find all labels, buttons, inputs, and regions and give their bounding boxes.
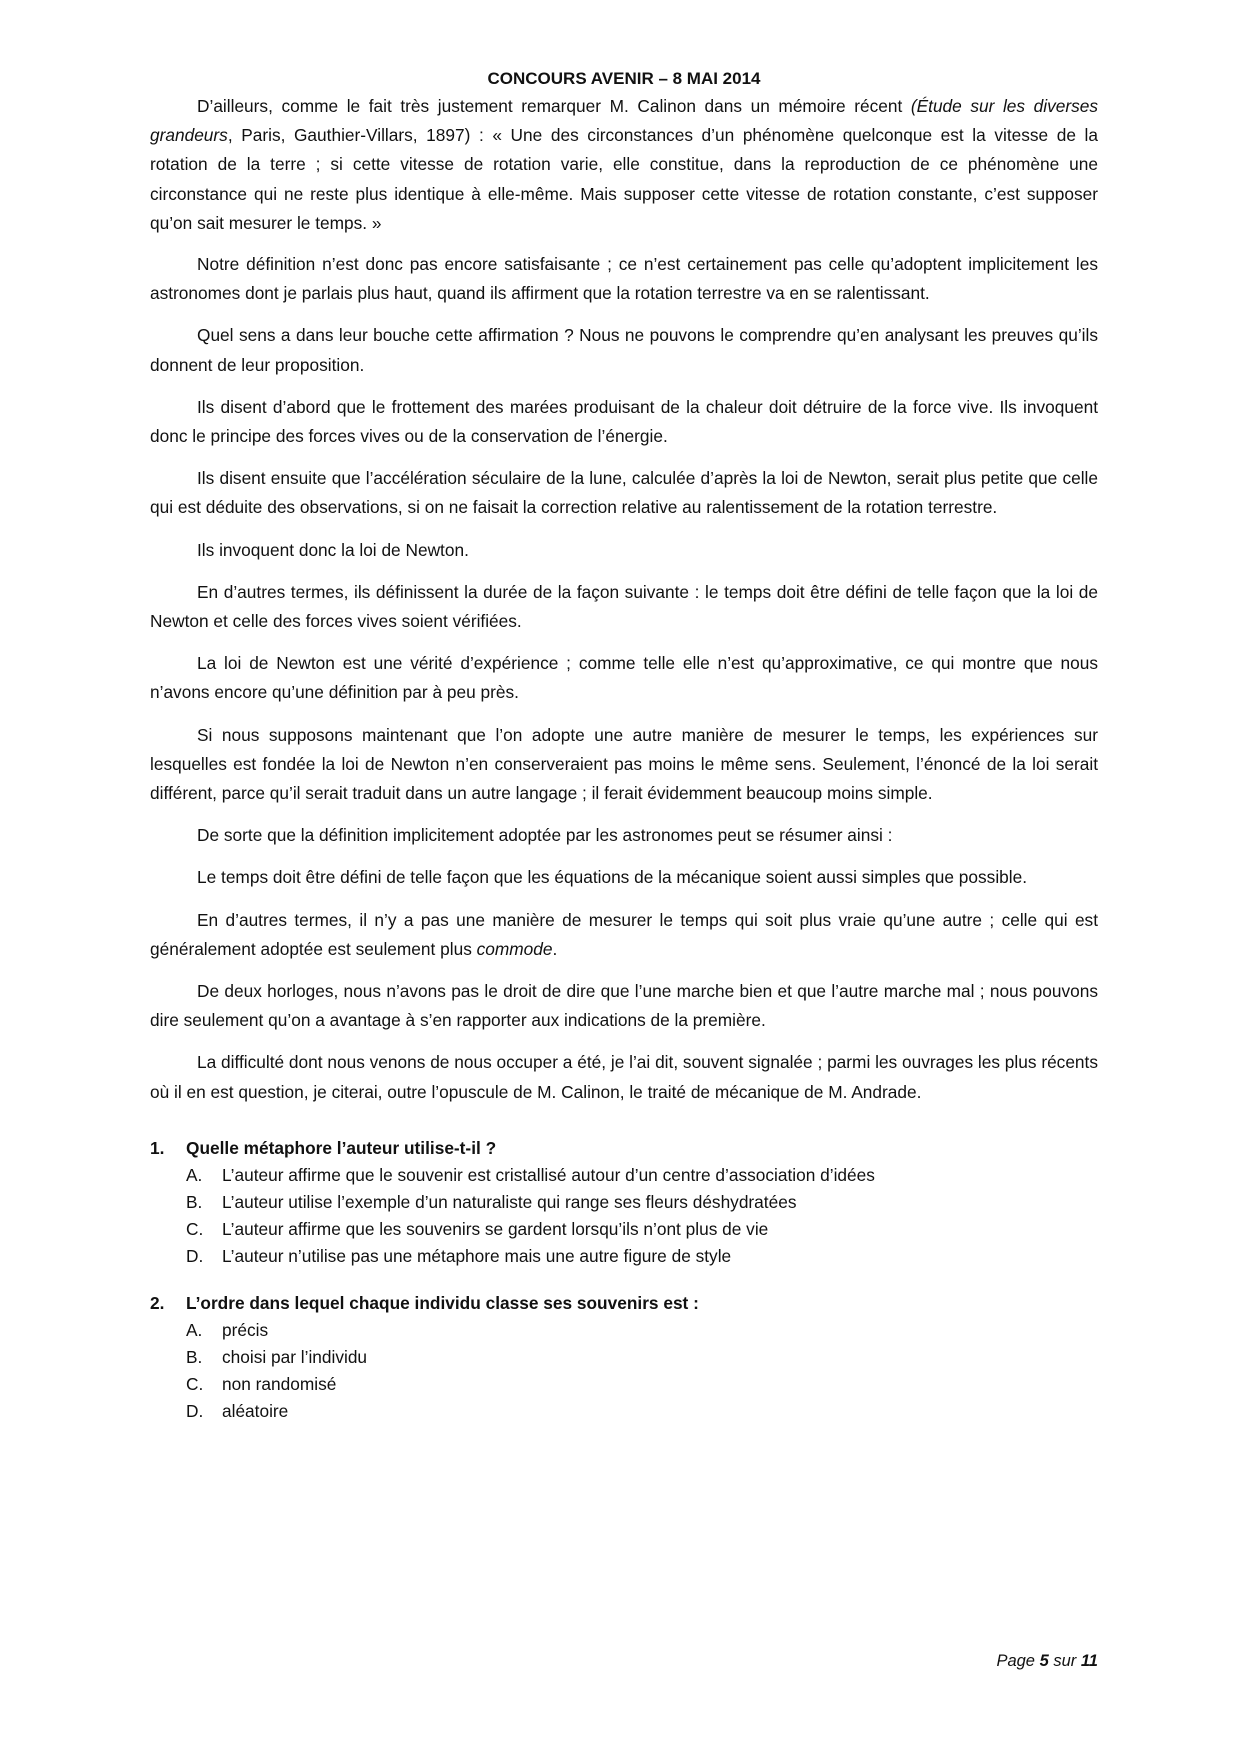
paragraph-1-text-a: D’ailleurs, comme le fait très justement remarquer M. Calinon dans un mémoire récent bbox=[197, 96, 911, 116]
page-footer bbox=[996, 1652, 1098, 1671]
paragraph-1-citation: (Étude sur les diverses grandeurs bbox=[150, 96, 1098, 146]
paragraph-9: Si nous supposons maintenant que l’on adopte une autre manière de mesurer le temps, les expériences sur lesquelles est fondée la loi de Newton n’en conserveraient pas moins le même sens. Seulement, l’énoncé de la loi serait différent, parce qu’il serait traduit dans un autre langage ; il ferait évidemment beaucoup moins simple. bbox=[150, 724, 1098, 804]
option-letter: B. bbox=[186, 1191, 203, 1212]
option-text: précis bbox=[222, 1319, 269, 1340]
question-1 bbox=[150, 1135, 1098, 1270]
footer-total-pages: 11 bbox=[1080, 1652, 1098, 1670]
option-letter: C. bbox=[186, 1218, 204, 1239]
question-2 bbox=[150, 1290, 1098, 1425]
question-2-title bbox=[150, 1290, 1098, 1317]
paragraph-12-text-b: . bbox=[552, 938, 558, 959]
footer-page-number: 5 bbox=[1039, 1652, 1049, 1670]
option-text: aléatoire bbox=[222, 1400, 289, 1421]
paragraph-2: Notre définition n’est donc pas encore satisfaisante ; ce n’est certainement pas celle qu’adoptent implicitement les astronomes dont je parlais plus haut, quand ils affirment que la rotation terrestre va en se ralentissant. bbox=[150, 254, 1098, 304]
paragraph-11: Le temps doit être défini de telle façon que les équations de la mécanique soient aussi simples que possible. bbox=[197, 867, 1028, 888]
answer-option bbox=[150, 1371, 1098, 1398]
answer-option bbox=[150, 1216, 1098, 1243]
paragraph-12-text-a: En d’autres termes, il n’y a pas une manière de mesurer le temps qui soit plus vraie qu’une autre ; celle qui est généralement adoptée est seulement plus bbox=[150, 909, 1098, 959]
paragraph-1-text-b: , Paris, Gauthier-Villars, 1897) : « Une des circonstances d’un phénomène quelconque est la vitesse de la rotation de la terre ; si cette vitesse de rotation varie, elle constitue, dans la reproduction de ce phénomène une circonstance qui ne reste plus identique à elle-même. Mais supposer cette vitesse de rotation constante, c’est supposer qu’on sait mesurer le temps. » bbox=[150, 125, 1098, 233]
paragraph-6: Ils invoquent donc la loi de Newton. bbox=[197, 539, 469, 560]
option-letter: B. bbox=[186, 1346, 203, 1367]
option-text: L’auteur n’utilise pas une métaphore mais une autre figure de style bbox=[222, 1245, 732, 1266]
option-text: choisi par l’individu bbox=[222, 1346, 368, 1367]
question-number: 1. bbox=[150, 1137, 165, 1158]
option-text: L’auteur affirme que le souvenir est cristallisé autour d’un centre d’association d’idées bbox=[222, 1164, 875, 1185]
paragraph-12 bbox=[150, 906, 1098, 964]
paragraph-1 bbox=[150, 92, 1098, 238]
option-text: L’auteur affirme que les souvenirs se gardent lorsqu’ils n’ont plus de vie bbox=[222, 1218, 769, 1239]
paragraph-5: Ils disent ensuite que l’accélération séculaire de la lune, calculée d’après la loi de Newton, serait plus petite que celle qui est déduite des observations, si on ne faisait la correction relative au ralentissement de la rotation terrestre. bbox=[150, 468, 1098, 518]
paragraph-12-emphasis: commode bbox=[476, 938, 553, 959]
answer-option bbox=[150, 1317, 1098, 1344]
option-letter: C. bbox=[186, 1373, 204, 1394]
paragraph-4: Ils disent d’abord que le frottement des marées produisant de la chaleur doit détruire de la force vive. Ils invoquent donc le principe des forces vives ou de la conservation de l’énergie. bbox=[150, 396, 1098, 447]
page-header: CONCOURS AVENIR – 8 MAI 2014 bbox=[487, 69, 761, 88]
document-page bbox=[150, 68, 1098, 1425]
paragraph-3: Quel sens a dans leur bouche cette affirmation ? Nous ne pouvons le comprendre qu’en analysant les preuves qu’ils donnent de leur proposition. bbox=[150, 325, 1098, 375]
option-letter: A. bbox=[186, 1164, 203, 1185]
footer-page-label: Page bbox=[996, 1652, 1040, 1670]
footer-sur-label: sur bbox=[1048, 1652, 1081, 1670]
answer-option bbox=[150, 1162, 1098, 1189]
question-1-title bbox=[150, 1135, 1098, 1162]
option-text: non randomisé bbox=[222, 1373, 337, 1394]
option-letter: D. bbox=[186, 1245, 204, 1266]
option-text: L’auteur utilise l’exemple d’un naturaliste qui range ses fleurs déshydratées bbox=[222, 1191, 797, 1212]
answer-option bbox=[150, 1189, 1098, 1216]
paragraph-14: La difficulté dont nous venons de nous occuper a été, je l’ai dit, souvent signalée ; parmi les ouvrages les plus récents où il en est question, je citerai, outre l’opuscule de M. Calinon, le traité de mécanique de M. Andrade. bbox=[150, 1052, 1098, 1102]
answer-option bbox=[150, 1398, 1098, 1425]
answer-option bbox=[150, 1344, 1098, 1371]
paragraph-7: En d’autres termes, ils définissent la durée de la façon suivante : le temps doit être défini de telle façon que la loi de Newton et celle des forces vives soient vérifiées. bbox=[150, 581, 1098, 632]
paragraph-10: De sorte que la définition implicitement adoptée par les astronomes peut se résumer ainsi : bbox=[197, 825, 893, 846]
question-number: 2. bbox=[150, 1292, 165, 1313]
paragraph-8: La loi de Newton est une vérité d’expérience ; comme telle elle n’est qu’approximative, ce qui montre que nous n’avons encore qu’une définition par à peu près. bbox=[150, 653, 1098, 703]
question-text: Quelle métaphore l’auteur utilise-t-il ? bbox=[186, 1137, 497, 1158]
question-text: L’ordre dans lequel chaque individu classe ses souvenirs est : bbox=[186, 1292, 699, 1313]
option-letter: D. bbox=[186, 1400, 204, 1421]
option-letter: A. bbox=[186, 1319, 203, 1340]
answer-option bbox=[150, 1243, 1098, 1270]
paragraph-13: De deux horloges, nous n’avons pas le droit de dire que l’une marche bien et que l’autre marche mal ; nous pouvons dire seulement qu’on a avantage à s’en rapporter aux indications de la première. bbox=[150, 981, 1098, 1031]
